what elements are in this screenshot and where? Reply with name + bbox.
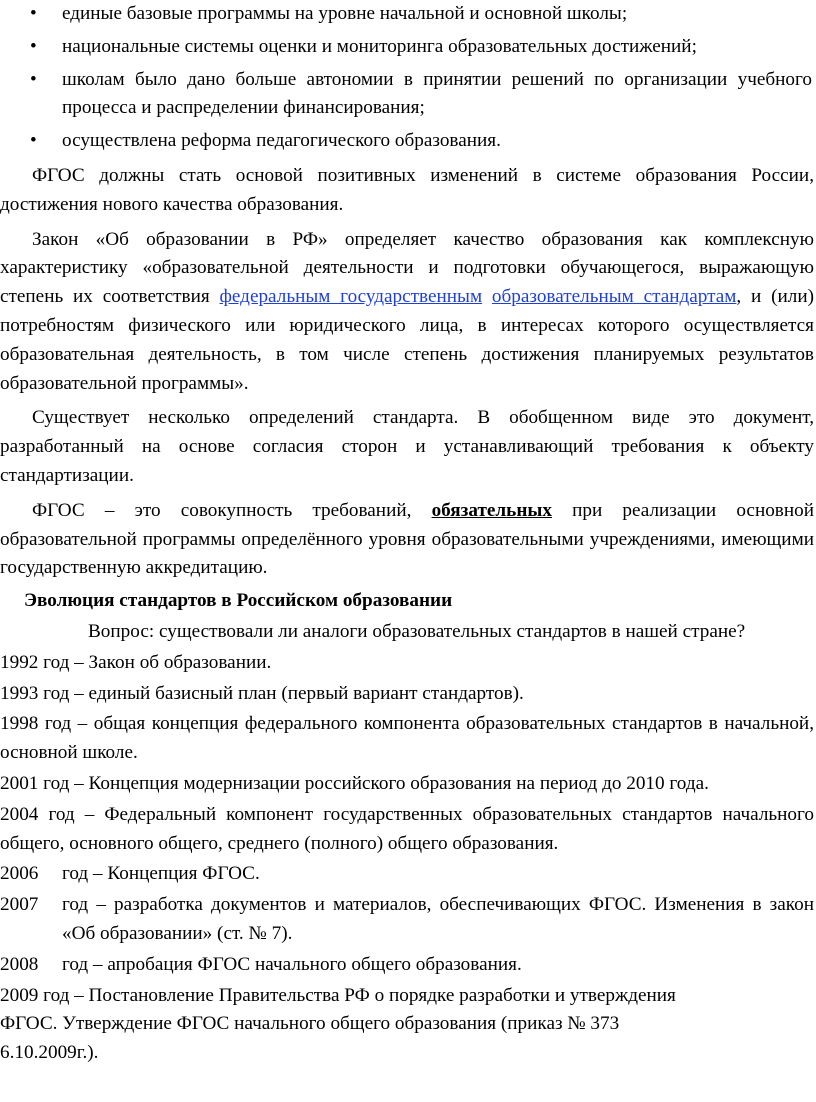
timeline-entry: 1992 год – Закон об образовании.	[0, 651, 272, 673]
timeline-entry: 1998 год – общая концепция федерального компонента образовательных стандартов в начальной, основной школе.	[0, 713, 814, 764]
timeline-entry: 2001 год – Концепция модернизации российского образования на период до 2010 года.	[0, 772, 709, 794]
timeline	[0, 649, 816, 1068]
timeline-year: 2006	[0, 863, 39, 885]
timeline-entry: 1993 год – единый базисный план (первый вариант стандартов).	[0, 682, 524, 704]
link-federal-state[interactable]: федеральным государственным	[219, 286, 483, 308]
bullet-dot-icon: •	[30, 35, 37, 57]
question-line: Вопрос: существовали ли аналоги образовательных стандартов в нашей стране?	[88, 620, 746, 642]
timeline-entry: 2007 год – разработка документов и материалов, обеспечивающих ФГОС. Изменения в закон «Об образовании» (ст. № 7).	[0, 891, 816, 949]
emphasis-mandatory: обязательных	[431, 499, 552, 521]
timeline-entry: 2006 год – Концепция ФГОС.	[0, 860, 816, 889]
timeline-entry: 2004 год – Федеральный компонент государственных образовательных стандартов начального общего, основного общего, среднего (полного) общего образования.	[0, 803, 814, 854]
bullet-item: • осуществлена реформа педагогического образования.	[0, 127, 816, 156]
bullet-item: • школам было дано больше автономии в принятии решений по организации учебного процесса и распределении финансирования;	[0, 66, 816, 124]
timeline-year: 2008	[0, 953, 39, 975]
bullet-dot-icon: •	[30, 130, 37, 152]
bullet-dot-icon: •	[30, 3, 37, 24]
bullet-item: • национальные системы оценки и мониторинга образовательных достижений;	[0, 33, 816, 62]
timeline-year: 2007	[0, 894, 39, 916]
section-heading: Эволюция стандартов в Российском образовании	[24, 590, 453, 612]
bullet-dot-icon: •	[30, 68, 37, 90]
paragraph-fgos-basis: ФГОС должны стать основой позитивных изменений в системе образования России, достижения нового качества образования.	[0, 164, 814, 215]
bullet-list	[0, 0, 816, 156]
link-educational-standards[interactable]: образовательным стандартам	[491, 286, 737, 308]
bullet-item: • единые базовые программы на уровне начальной и основной школы;	[0, 0, 816, 29]
timeline-entry-last: 2009 год – Постановление Правительства РФ о порядке разработки и утверждения ФГОС. Утверждение ФГОС начального общего образования (приказ № 373 6.10.2009г.).	[0, 984, 676, 1064]
timeline-entry: 2008 год – апробация ФГОС начального общего образования.	[0, 951, 816, 980]
paragraph-standard-definition: Существует несколько определений стандарта. В обобщенном виде это документ, разработанный на основе согласия сторон и устанавливающий требования к объекту стандартизации.	[0, 407, 814, 486]
paragraph-fgos-requirements: ФГОС – это совокупность требований, обязательных при реализации основной образовательной программы определённого уровня образовательными учреждениями, имеющими государственную аккредитацию.	[0, 499, 814, 579]
paragraph-law-quality: Закон «Об образовании в РФ» определяет качество образования как комплексную характеристику «образовательной деятельности и подготовки обучающегося, выражающую степень их соответствия федеральным государственным образовательным стандартам, и (или) потребностям физического или юридического лица, в интересах которого осуществляется образовательная деятельность, в том числе степень достижения планируемых результатов образовательной программы».	[0, 228, 814, 394]
